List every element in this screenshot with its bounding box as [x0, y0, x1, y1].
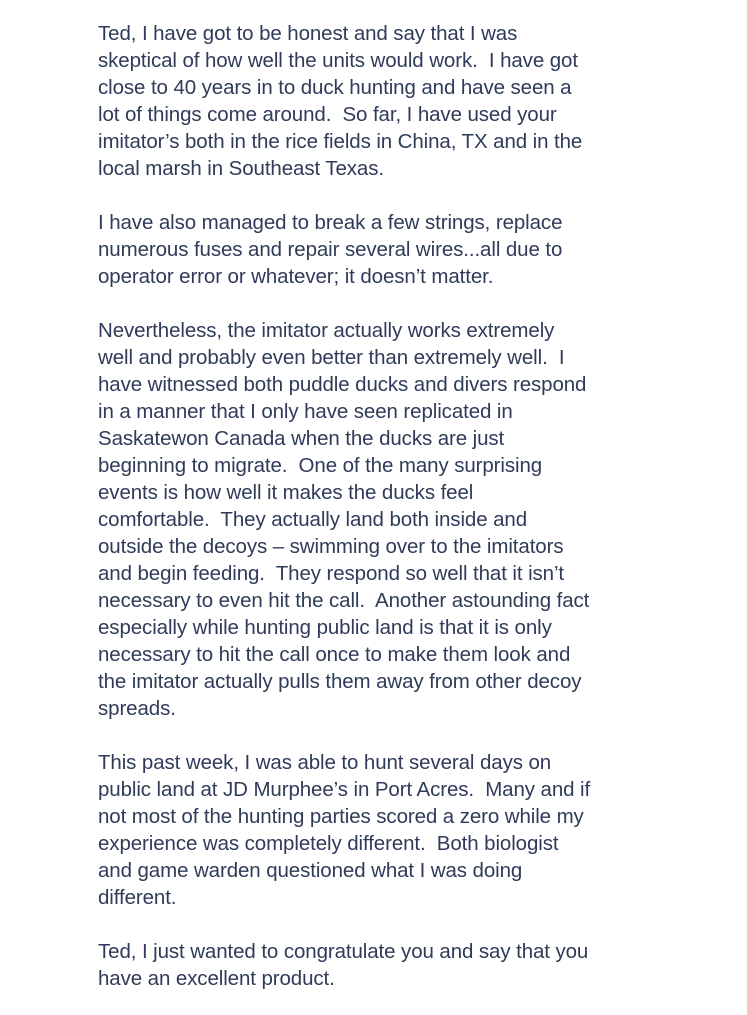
text-line: I have also managed to break a few strings, replace [98, 211, 563, 234]
paragraph-4 [98, 749, 628, 911]
text-line: local marsh in Southeast Texas. [98, 157, 384, 180]
text-line: Nevertheless, the imitator actually works extremely [98, 319, 555, 342]
text-line: and game warden questioned what I was doing [98, 859, 523, 882]
text-line: public land at JD Murphee’s in Port Acres. Many and if [98, 778, 591, 801]
text-line: experience was completely different. Both biologist [98, 832, 559, 855]
text-line: beginning to migrate. One of the many surprising [98, 454, 543, 477]
paragraph-1 [98, 20, 628, 182]
letter-body [98, 20, 628, 992]
text-line: necessary to hit the call once to make them look and [98, 643, 571, 666]
text-line: numerous fuses and repair several wires...all due to [98, 238, 563, 261]
paragraph-3 [98, 317, 628, 722]
text-line: close to 40 years in to duck hunting and have seen a [98, 76, 572, 99]
text-line: and begin feeding. They respond so well that it isn’t [98, 562, 565, 585]
text-line: especially while hunting public land is that it is only [98, 616, 552, 639]
text-line: well and probably even better than extremely well. I [98, 346, 565, 369]
text-line: different. [98, 886, 177, 909]
text-line: operator error or whatever; it doesn’t matter. [98, 265, 494, 288]
text-line: necessary to even hit the call. Another astounding fact [98, 589, 590, 612]
text-line: comfortable. They actually land both inside and [98, 508, 528, 531]
text-line: This past week, I was able to hunt several days on [98, 751, 552, 774]
text-line: imitator’s both in the rice fields in China, TX and in the [98, 130, 583, 153]
text-line: Ted, I just wanted to congratulate you and say that you [98, 940, 589, 963]
text-line: outside the decoys – swimming over to the imitators [98, 535, 564, 558]
text-line: spreads. [98, 697, 176, 720]
text-line: skeptical of how well the units would work. I have got [98, 49, 578, 72]
text-line: have an excellent product. [98, 967, 335, 990]
paragraph-2 [98, 209, 628, 290]
text-line: events is how well it makes the ducks feel [98, 481, 474, 504]
text-line: have witnessed both puddle ducks and divers respond [98, 373, 587, 396]
text-line: the imitator actually pulls them away from other decoy [98, 670, 582, 693]
text-line: lot of things come around. So far, I have used your [98, 103, 557, 126]
paragraph-5 [98, 938, 628, 992]
text-line: Saskatewon Canada when the ducks are just [98, 427, 505, 450]
text-line: Ted, I have got to be honest and say that I was [98, 22, 518, 45]
text-line: not most of the hunting parties scored a zero while my [98, 805, 584, 828]
text-line: in a manner that I only have seen replicated in [98, 400, 513, 423]
